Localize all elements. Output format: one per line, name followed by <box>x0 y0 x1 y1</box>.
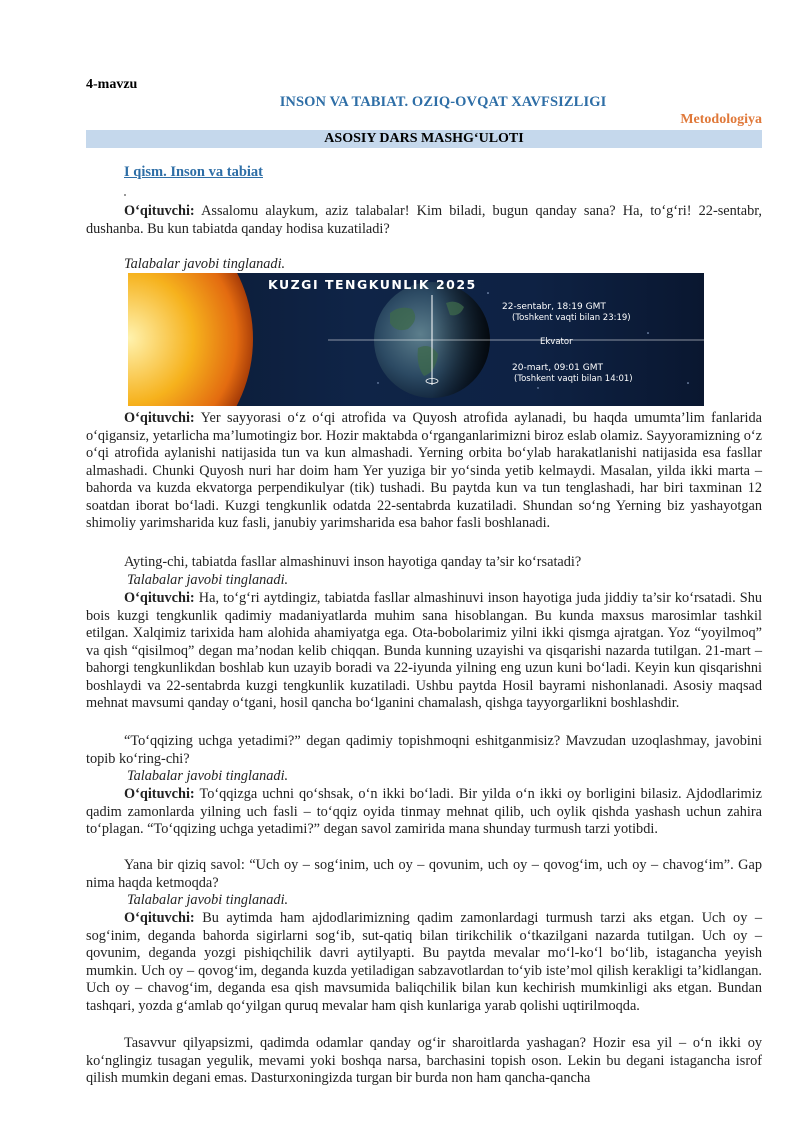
student-note: Talabalar javobi tinglanadi. <box>124 256 286 272</box>
paragraph-text: Ha, to‘g‘ri aytdingiz, tabiatda fasllar almashinuvi inson hayotiga juda jiddiy ta’sir ko‘rsatadi. Shu bois kuzgi tengkunlik qadimiy madaniyatlarda muhim sana hisoblangan. Bu kunda maxsus marosimlar tashkil etilgan. Xalqimiz tarixida ham alohida ahamiyatga ega. Ota-bobolarimiz yilni ikki qismga ajratgan. Yoz “yoyilmoq” va qish “qisilmoq” degan ma’nodan kelib chiqqan. Bunda kunning uzayishi va qisqarishi nazarda tutilgan. 21-mart – bahorgi tengkunlikdan boshlab kun uzayib boradi va 22-iyunda yilning eng uzun kuni bo‘ladi. Keyin kun qisqarishni boshlaydi va 22-sentabrda kuzgi tengkunlik kuzatiladi. Ushbu paytda Hosil bayrami nishonlanadi. Asosiy maqsad mehnat mavsumi qanday o‘tgani, hosil qancha bo‘lganini chamalash, qishga tayyorgarlikni boshlashdir. <box>86 590 762 711</box>
paragraph-text: Yer sayyorasi o‘z o‘qi atrofida va Quyosh atrofida aylanadi, bu haqda umumta’lim fanlarida o‘qigansiz, yetarlicha ma’lumotingiz bor. Hozir maktabda o‘rganganlarimizni biroz eslab olamiz. Sayyoramizning o‘z o‘qi atrofida aylanishi natijasida tun va kun almashadi. Yerning orbita bo‘ylab harakatlanishi natijasida esa fasllar almashadi. Chunki Quyosh nuri har doim ham Yer yuziga bir yo‘sinda yetib kelmaydi. Masalan, yilda ikki marta – bahorda va kuzda ekvatorga perpendikulyar (tik) tushadi. Bu paytda kun va tun tenglashadi, har biri taxminan 12 soatdan iborat bo‘ladi. Kuzgi tengkunlik odatda 22-sentabrda kuzatiladi. Shundan so‘ng Yerning biz yashayotgan shimoliy yarimsharida kuz fasli, janubiy yarimsharida esa bahor fasli boshlanadi. <box>86 410 762 531</box>
equinox-banner <box>128 273 704 406</box>
paragraph-3 <box>86 590 762 713</box>
banner-date-spring: 20-mart, 09:01 GMT <box>512 363 603 373</box>
banner-date-spring-local: (Toshkent vaqti bilan 14:01) <box>514 374 633 384</box>
banner-equator-label: Ekvator <box>540 337 573 347</box>
teacher-label: O‘qituvchi: <box>124 910 195 926</box>
equinox-illustration <box>128 273 704 406</box>
question-1: Ayting-chi, tabiatda fasllar almashinuvi inson hayotiga qanday ta’sir ko‘rsatadi? <box>124 554 582 570</box>
banner-date-autumn-local: (Toshkent vaqti bilan 23:19) <box>512 313 631 323</box>
paragraph-5 <box>86 910 762 1015</box>
banner-date-autumn: 22-sentabr, 18:19 GMT <box>502 302 606 312</box>
paragraph-text: Bu aytimda ham ajdodlarimizning qadim zamonlardagi turmush tarzi aks etgan. Uch oy – sog‘inim, deganda bahorda sigirlarni sog‘ib, sut-qatiq bilan tirikchilik o‘tkazilgani nazarda tutilgan. Uch oy – qovunim, deganda yozgi pishiqchilik davri aytilyapti. Bu paytda mevalar mo‘l-ko‘l bo‘lib, istagancha yeyish mumkin. Uch oy – qovog‘im, deganda kuzda yetiladigan sabzavotlardan to‘yib iste’mol qilish kerakligi ta’kidlangan. Uch oy – chavog‘im, deganda esa qish mavsumida baliqchilik bilan kun kechirish mumkinligi aks etgan. Bundan tashqari, yozda g‘amlab qo‘yilgan quruq mevalar ham qish kunlariga yarab qolishi uqtirilmoqda. <box>86 910 762 1014</box>
student-note: Talabalar javobi tinglanadi. <box>127 572 289 588</box>
methodology-label: Metodologiya <box>680 112 762 127</box>
teacher-label: O‘qituvchi: <box>124 410 195 426</box>
question-2: “To‘qqizing uchga yetadimi?” degan qadimiy topishmoqni eshitganmisiz? Mavzudan uzoqlashmay, javobini topib ko‘ring-chi? <box>86 733 762 767</box>
paragraph-2 <box>86 410 762 533</box>
student-note: Talabalar javobi tinglanadi. <box>127 768 289 784</box>
student-note: Talabalar javobi tinglanadi. <box>127 892 289 908</box>
separator-mark <box>124 194 126 196</box>
section-bar <box>86 130 762 148</box>
question-3: Yana bir qiziq savol: “Uch oy – sog‘inim, uch oy – qovunim, uch oy – qovog‘im, uch oy – chavog‘im”. Gap nima haqda ketmoqda? <box>86 857 762 891</box>
section-title: ASOSIY DARS MASHG‘ULOTI <box>324 131 524 146</box>
paragraph-1 <box>86 203 762 238</box>
topic-number: 4-mavzu <box>86 77 138 92</box>
paragraph-text: To‘qqizga uchni qo‘shsak, o‘n ikki bo‘ladi. Bir yilda o‘n ikki oy borligini bilasiz. Ajdodlarimiz qadim zamonlarda yilning uch fasli – to‘qqiz oyida tinmay mehnat qilib, uch oylik qishda yashash uchun zahira to‘plagan. “To‘qqizing uchga yetadimi?” degan savol zamirida mana shunday turmush tarzi yotibdi. <box>86 786 762 837</box>
paragraph-6: Tasavvur qilyapsizmi, qadimda odamlar qanday og‘ir sharoitlarda yashagan? Hozir esa yil – o‘n ikki oy ko‘nglingiz tusagan yegulik, mevami yoki boshqa narsa, barchasini topish oson. Lekin bu degani istagancha isrof qilish mumkin degani emas. Dasturxoningizda turgan bir burda non ham qancha-qancha <box>86 1035 762 1086</box>
teacher-label: O‘qituvchi: <box>124 590 195 606</box>
paragraph-4 <box>86 786 762 839</box>
sun-shape <box>128 273 253 406</box>
page-title: INSON VA TABIAT. OZIQ-OVQAT XAVFSIZLIGI <box>279 94 607 110</box>
part-heading: I qism. Inson va tabiat <box>124 164 263 180</box>
banner-title: KUZGI TENGKUNLIK 2025 <box>268 277 477 292</box>
teacher-label: O‘qituvchi: <box>124 786 195 802</box>
teacher-label: O‘qituvchi: <box>124 203 195 219</box>
paragraph-text: Assalomu alaykum, aziz talabalar! Kim biladi, bugun qanday sana? Ha, to‘g‘ri! 22-sentabr, dushanba. Bu kun tabiatda qanday hodisa kuzatiladi? <box>86 203 762 237</box>
